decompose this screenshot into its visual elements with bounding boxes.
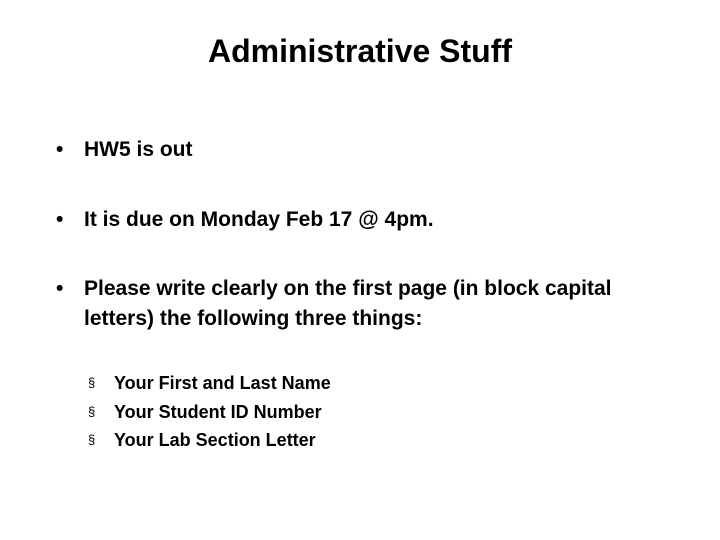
bullet-marker: • [56,208,64,231]
sub-bullet-marker: § [88,403,96,419]
bullet-item [56,205,676,235]
sub-bullet-list [88,369,648,455]
slide-title: Administrative Stuff [207,33,513,69]
bullet-item [56,274,676,334]
bullet-text: Please write clearly on the first page (in block capital letters) the following three things: [84,277,612,330]
bullet-text: It is due on Monday Feb 17 @ 4pm. [84,208,434,231]
sub-bullet-item [88,398,648,427]
sub-bullet-marker: § [88,432,96,447]
bullet-text: HW5 is out [84,138,193,161]
sub-bullet-text: Your Student ID Number [114,401,322,422]
bullet-marker: • [56,277,64,300]
sub-bullet-marker: § [88,375,96,390]
bullet-marker: • [56,138,64,161]
sub-bullet-text: Your Lab Section Letter [114,430,316,450]
sub-bullet-text: Your First and Last Name [114,373,331,393]
sub-bullet-item [88,369,648,398]
bullet-item [56,135,676,165]
sub-bullet-item [88,426,648,455]
